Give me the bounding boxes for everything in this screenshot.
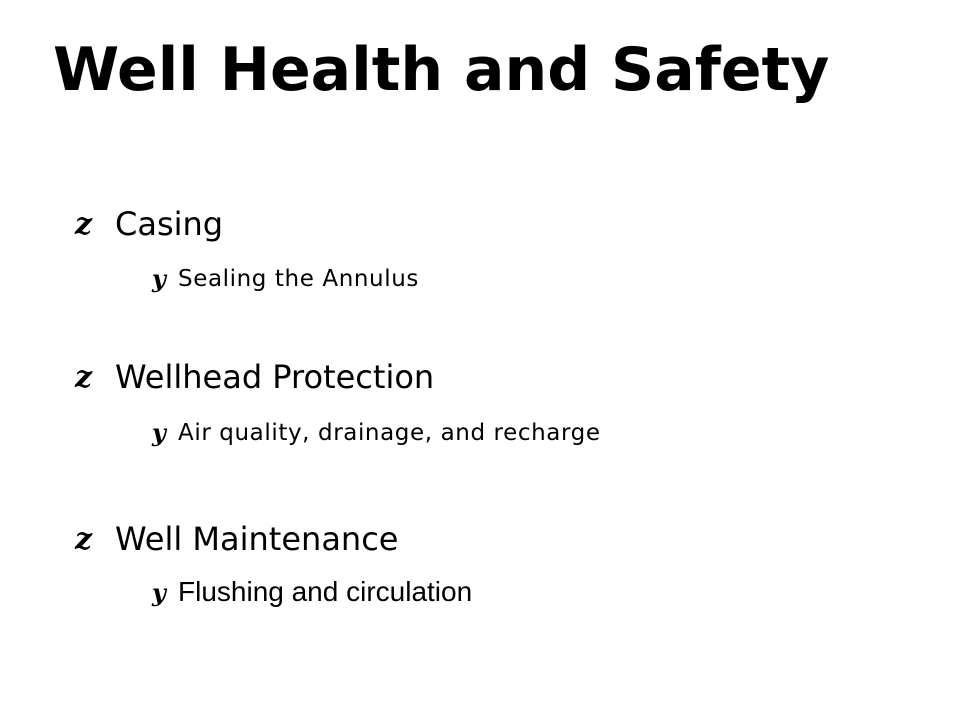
bullet-item-casing (75, 205, 223, 243)
bullet-icon: z (75, 521, 93, 557)
bullet-label: Casing (115, 205, 224, 243)
bullet-icon: z (75, 206, 93, 242)
bullet-icon: z (75, 359, 93, 395)
sub-bullet-icon: y (152, 418, 166, 447)
bullet-item-well-maintenance (75, 520, 398, 558)
sub-bullet-label: Flushing and circulation (178, 576, 473, 607)
bullet-label: Well Maintenance (115, 520, 399, 558)
bullet-item-wellhead-protection (75, 358, 434, 396)
bullet-label: Wellhead Protection (115, 358, 435, 396)
slide-title: Well Health and Safety (53, 35, 830, 105)
sub-bullet-item (152, 264, 419, 293)
sub-bullet-item (152, 576, 472, 608)
sub-bullet-icon: y (152, 577, 166, 607)
sub-bullet-label: Air quality, drainage, and recharge (178, 419, 601, 446)
sub-bullet-item (152, 418, 601, 447)
sub-bullet-label: Sealing the Annulus (178, 265, 419, 292)
sub-bullet-icon: y (152, 264, 166, 293)
